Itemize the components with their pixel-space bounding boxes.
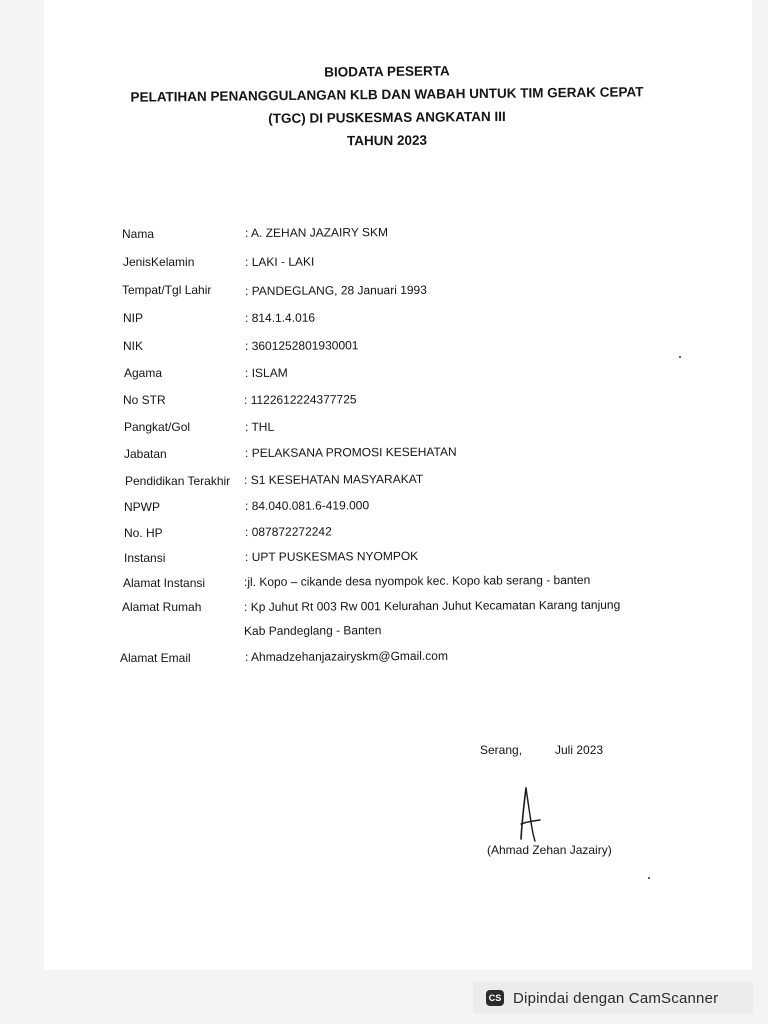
camscanner-watermark: [473, 982, 753, 1014]
label-jenis-kelamin: JenisKelamin: [123, 255, 195, 269]
value-nip: : 814.1.4.016: [244, 310, 316, 325]
value-pendidikan: : S1 KESEHATAN MASYARAKAT: [243, 471, 424, 487]
value-jabatan: : PELAKSANA PROMOSI KESEHATAN: [244, 444, 457, 460]
label-pendidikan: Pendidikan Terakhir: [125, 474, 231, 488]
label-npwp: NPWP: [124, 500, 160, 514]
value-no-hp: : 087872272242: [244, 524, 332, 539]
label-alamat-instansi: Alamat Instansi: [123, 576, 206, 590]
camscanner-text: Dipindai dengan CamScanner: [513, 989, 719, 1007]
value-npwp: : 84.040.081.6-419.000: [244, 498, 370, 513]
label-jabatan: Jabatan: [124, 447, 167, 461]
value-pangkat-gol: : THL: [244, 419, 275, 434]
signature-name: (Ahmad Zehan Jazairy): [487, 843, 612, 857]
label-tempat-tgl-lahir: Tempat/Tgl Lahir: [122, 283, 212, 297]
value-agama: : ISLAM: [244, 365, 288, 380]
label-alamat-email: Alamat Email: [120, 651, 191, 665]
value-alamat-rumah-cont: Kab Pandeglang - Banten: [243, 623, 382, 638]
label-no-hp: No. HP: [124, 526, 163, 540]
title-line-3: (TGC) DI PUSKESMAS ANGKATAN III: [268, 108, 506, 127]
value-instansi: : UPT PUSKESMAS NYOMPOK: [244, 548, 419, 564]
scan-speck: [679, 356, 681, 358]
document-title: [64, 60, 710, 152]
value-alamat-rumah: : Kp Juhut Rt 003 Rw 001 Kelurahan Juhut Kecamatan Karang tanjung: [243, 597, 621, 614]
value-nik: : 3601252801930001: [244, 338, 359, 353]
handwritten-signature: [512, 784, 552, 844]
scan-speck: [648, 877, 650, 879]
title-line-2: PELATIHAN PENANGGULANGAN KLB DAN WABAH UNTUK TIM GERAK CEPAT: [130, 84, 644, 105]
label-alamat-rumah: Alamat Rumah: [122, 600, 202, 614]
label-nama: Nama: [122, 227, 155, 241]
value-jenis-kelamin: : LAKI - LAKI: [244, 254, 315, 269]
value-nama: : A. ZEHAN JAZAIRY SKM: [244, 225, 388, 240]
title-line-1: BIODATA PESERTA: [324, 63, 450, 80]
label-agama: Agama: [124, 366, 163, 380]
label-pangkat-gol: Pangkat/Gol: [124, 420, 191, 434]
signature-date: Juli 2023: [555, 743, 604, 757]
signature-city: Serang,: [480, 743, 523, 757]
label-no-str: No STR: [123, 393, 166, 407]
value-alamat-instansi: :jl. Kopo – cikande desa nyompok kec. Kopo kab serang - banten: [243, 572, 591, 589]
label-nip: NIP: [123, 311, 144, 325]
camscanner-logo-icon: CS: [486, 990, 504, 1006]
value-alamat-email: : Ahmadzehanjazairyskm@Gmail.com: [244, 648, 448, 664]
value-no-str: : 1122612224377725: [243, 392, 357, 407]
value-tempat-tgl-lahir: : PANDEGLANG, 28 Januari 1993: [244, 282, 427, 298]
label-nik: NIK: [123, 339, 144, 353]
title-line-4: TAHUN 2023: [346, 132, 428, 149]
label-instansi: Instansi: [124, 551, 166, 565]
